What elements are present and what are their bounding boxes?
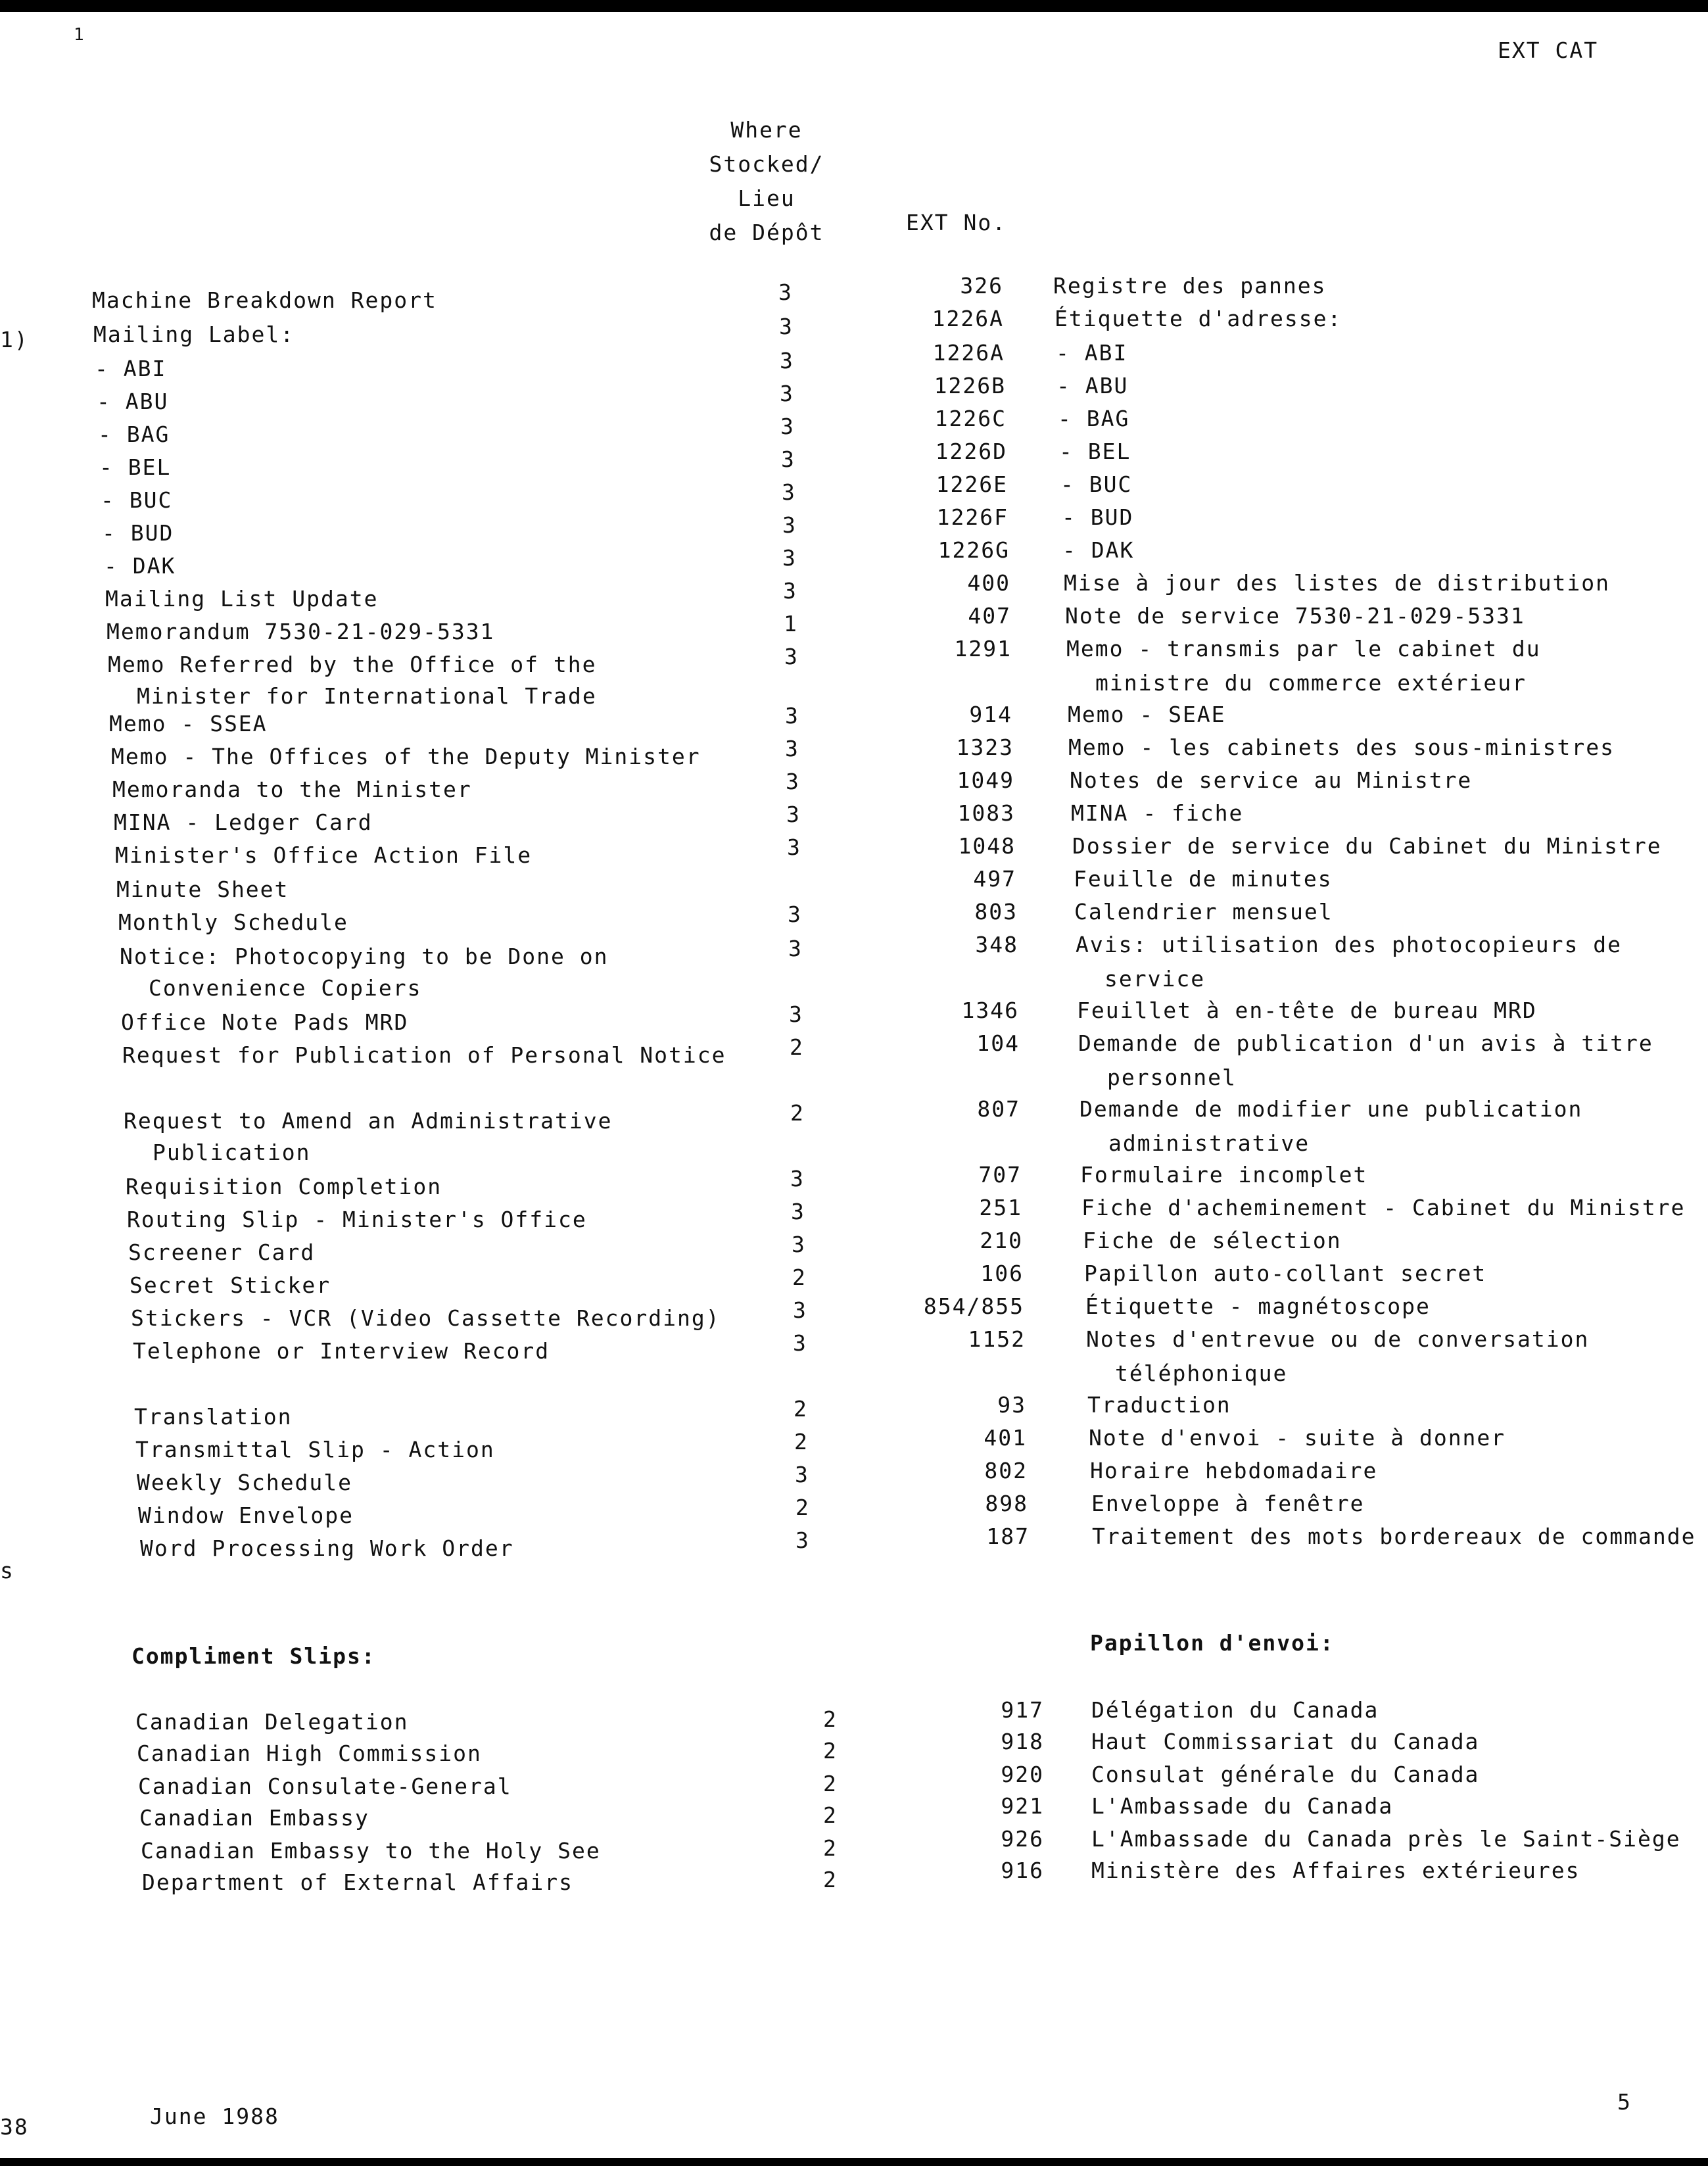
stock-location: 2 [823, 1802, 838, 1828]
form-title-fr: MINA - fiche [1071, 800, 1244, 826]
stock-location: 2 [792, 1264, 807, 1290]
form-title-fr-continued: ministre du commerce extérieur [1095, 670, 1527, 696]
stock-location: 2 [823, 1835, 838, 1861]
stock-location: 3 [779, 314, 794, 339]
form-title-en: Memo - SSEA [109, 711, 268, 736]
ext-number: 926 [1001, 1826, 1044, 1852]
ext-number: 1226B [934, 373, 1006, 398]
form-title-en-continued: Convenience Copiers [149, 975, 422, 1001]
stock-location: 2 [794, 1429, 809, 1455]
ext-number: 1226G [937, 537, 1010, 563]
stock-location: 3 [785, 703, 799, 729]
form-title-en: Secret Sticker [130, 1272, 331, 1298]
form-title-fr: Formulaire incomplet [1080, 1162, 1368, 1188]
stock-location: 2 [794, 1396, 808, 1422]
stock-location: 3 [792, 1232, 806, 1257]
ext-number: 803 [974, 899, 1018, 925]
form-title-en: - BUC [101, 487, 173, 513]
form-title-fr: - BUD [1062, 504, 1134, 530]
ext-number: 187 [986, 1524, 1030, 1549]
ext-number: 914 [969, 702, 1012, 727]
form-title-fr: Dossier de service du Cabinet du Ministre [1072, 833, 1662, 859]
stock-location: 2 [823, 1771, 838, 1796]
form-title-fr: Mise à jour des listes de distribution [1064, 570, 1610, 596]
stock-location: 3 [778, 279, 793, 305]
stock-location: 3 [783, 578, 797, 604]
form-title-en: - BAG [98, 421, 170, 447]
ext-number: 707 [978, 1162, 1022, 1188]
form-title-en: Requisition Completion [126, 1174, 442, 1199]
ext-number: 210 [980, 1228, 1023, 1253]
stock-location: 3 [786, 769, 800, 794]
column-header-ext-no: EXT No. [906, 210, 1007, 235]
form-title-fr: Étiquette - magnétoscope [1085, 1293, 1431, 1319]
stock-location: 3 [793, 1297, 807, 1323]
stock-location: 3 [786, 802, 801, 827]
slip-title-fr: Consulat générale du Canada [1091, 1762, 1480, 1787]
form-title-en: Screener Card [128, 1239, 316, 1265]
ext-number: 802 [984, 1458, 1028, 1483]
ext-number: 497 [973, 866, 1016, 892]
stock-location: 3 [791, 1199, 805, 1224]
ext-number: 93 [997, 1392, 1026, 1418]
form-title-en: Memorandum 7530-21-029-5331 [107, 619, 495, 644]
compliment-heading-fr: Papillon d'envoi: [1090, 1630, 1335, 1656]
corner-mark: 1 [74, 25, 85, 45]
slip-title-en: Canadian High Commission [137, 1741, 482, 1766]
ext-number: 401 [984, 1425, 1027, 1451]
stock-location: 2 [823, 1738, 838, 1764]
stock-location: 2 [790, 1100, 805, 1126]
stock-location: 3 [788, 936, 803, 961]
form-title-fr: Notes de service au Ministre [1070, 767, 1473, 793]
form-title-fr: Note d'envoi - suite à donner [1089, 1425, 1506, 1451]
form-title-en: Mailing List Update [105, 586, 379, 612]
stock-location: 3 [788, 902, 802, 927]
form-title-en: - DAK [104, 553, 176, 579]
form-title-fr: - ABU [1056, 373, 1129, 398]
stock-location: 3 [793, 1330, 807, 1356]
top-scan-border [0, 0, 1708, 12]
stock-location: 3 [787, 834, 801, 860]
stock-location: 3 [795, 1528, 810, 1553]
stock-location: 1 [784, 611, 798, 637]
ext-number: 1226A [932, 306, 1004, 331]
stock-location: 3 [782, 479, 796, 505]
form-title-en: Telephone or Interview Record [133, 1338, 550, 1364]
form-title-fr: Notes d'entrevue ou de conversation [1086, 1326, 1590, 1352]
stock-location: 3 [790, 1166, 805, 1191]
form-title-en: Weekly Schedule [137, 1470, 353, 1495]
ext-number: 1226C [934, 406, 1007, 431]
slip-title-fr: L'Ambassade du Canada [1091, 1793, 1394, 1819]
margin-mark-2: s [0, 1558, 14, 1583]
stock-location: 3 [780, 348, 794, 373]
ext-number: 104 [976, 1030, 1020, 1056]
form-title-fr: Note de service 7530-21-029-5331 [1065, 603, 1525, 629]
ext-number: 898 [985, 1491, 1028, 1516]
slip-title-en: Canadian Consulate-General [138, 1773, 512, 1799]
stock-location: 3 [780, 414, 795, 439]
ext-number: 1226E [936, 471, 1008, 497]
form-title-en: Memoranda to the Minister [112, 777, 472, 802]
form-title-fr: Papillon auto-collant secret [1084, 1261, 1487, 1286]
form-title-fr: Étiquette d'adresse: [1055, 306, 1342, 331]
form-title-fr: Demande de modifier une publication [1079, 1096, 1583, 1122]
stock-location: 3 [785, 736, 799, 761]
form-title-fr: Enveloppe à fenêtre [1091, 1491, 1365, 1516]
form-title-fr-continued: téléphonique [1115, 1360, 1288, 1386]
page-series-label: EXT CAT [1498, 37, 1599, 63]
ext-number: 916 [1001, 1858, 1044, 1883]
ext-number: 918 [1001, 1729, 1044, 1754]
margin-mark-1: 1) [0, 327, 29, 352]
ext-number: 1226D [935, 439, 1007, 464]
footer-date: June 1988 [150, 2104, 279, 2129]
stock-location: 3 [782, 545, 797, 571]
stock-location: 3 [784, 644, 799, 669]
form-title-fr: Memo - les cabinets des sous-ministres [1068, 734, 1615, 760]
ext-number: 106 [980, 1261, 1024, 1286]
ext-number: 251 [979, 1195, 1022, 1220]
ext-number: 1323 [956, 734, 1014, 760]
form-title-fr-continued: personnel [1107, 1065, 1237, 1090]
form-title-fr: Calendrier mensuel [1074, 899, 1333, 925]
form-title-en: Office Note Pads MRD [121, 1009, 409, 1035]
form-title-fr: Feuille de minutes [1074, 866, 1333, 892]
ext-number: 326 [960, 273, 1003, 299]
form-title-en: Notice: Photocopying to be Done on [120, 944, 609, 969]
form-title-fr: - DAK [1062, 537, 1135, 563]
form-title-en: - BEL [99, 454, 172, 480]
form-title-en: Memo Referred by the Office of the [108, 652, 597, 677]
form-title-en: Request to Amend an Administrative [124, 1108, 613, 1134]
page-number: 5 [1617, 2089, 1632, 2115]
form-title-fr: Horaire hebdomadaire [1090, 1458, 1378, 1483]
slip-title-en: Department of External Affairs [142, 1869, 574, 1895]
form-title-fr: Registre des pannes [1053, 273, 1327, 299]
ext-number: 348 [975, 932, 1018, 957]
form-title-en: MINA - Ledger Card [114, 809, 373, 835]
ext-number: 854/855 [923, 1293, 1024, 1319]
form-title-en: Mailing Label: [93, 322, 295, 347]
ext-number: 1083 [957, 800, 1015, 826]
ext-number: 1049 [957, 767, 1014, 793]
form-title-fr-continued: service [1104, 966, 1206, 992]
slip-title-fr: Délégation du Canada [1091, 1697, 1379, 1723]
margin-mark-3: 38 [0, 2114, 29, 2140]
ext-number: 407 [968, 603, 1011, 629]
form-title-en: Minister's Office Action File [115, 842, 533, 868]
form-title-fr: Fiche de sélection [1083, 1228, 1342, 1253]
slip-title-en: Canadian Embassy [139, 1805, 369, 1831]
ext-number: 920 [1001, 1762, 1044, 1787]
form-title-fr: Memo - SEAE [1068, 702, 1226, 727]
stock-location: 3 [789, 1001, 803, 1027]
slip-title-fr: L'Ambassade du Canada près le Saint-Siège [1091, 1826, 1681, 1852]
form-title-fr: Fiche d'acheminement - Cabinet du Ministre [1081, 1195, 1686, 1220]
form-title-en-continued: Publication [153, 1140, 311, 1165]
form-title-fr: Demande de publication d'un avis à titre [1078, 1030, 1653, 1056]
stock-location: 2 [823, 1706, 838, 1732]
stock-location: 3 [795, 1462, 809, 1487]
form-title-fr: Traduction [1087, 1392, 1231, 1418]
form-title-en: - ABI [95, 356, 167, 381]
form-title-en-continued: Minister for International Trade [137, 683, 597, 709]
ext-number: 1226F [936, 504, 1008, 530]
form-title-en: Transmittal Slip - Action [135, 1437, 495, 1462]
form-title-fr: Traitement des mots bordereaux de commande [1092, 1524, 1696, 1549]
form-title-fr: Memo - transmis par le cabinet du [1066, 636, 1541, 662]
form-title-fr: Avis: utilisation des photocopieurs de [1076, 932, 1622, 957]
form-title-en: Machine Breakdown Report [92, 287, 437, 313]
compliment-heading-en: Compliment Slips: [131, 1643, 376, 1669]
slip-title-en: Canadian Delegation [135, 1709, 409, 1735]
ext-number: 400 [967, 570, 1010, 596]
form-title-fr: - BUC [1060, 471, 1133, 497]
ext-number: 1226A [932, 340, 1005, 366]
form-title-en: Window Envelope [138, 1503, 354, 1528]
stock-location: 3 [781, 446, 795, 472]
form-title-fr: Feuillet à en-tête de bureau MRD [1077, 998, 1537, 1023]
ext-number: 1152 [968, 1326, 1026, 1352]
form-title-en: Translation [134, 1404, 293, 1430]
form-title-fr-continued: administrative [1108, 1130, 1310, 1156]
ext-number: 921 [1001, 1793, 1044, 1819]
slip-title-fr: Haut Commissariat du Canada [1091, 1729, 1480, 1754]
form-title-en: - BUD [102, 520, 174, 546]
form-title-en: Minute Sheet [116, 877, 289, 902]
slip-title-fr: Ministère des Affaires extérieures [1091, 1858, 1580, 1883]
form-title-en: Word Processing Work Order [140, 1535, 514, 1561]
form-title-fr: - BAG [1058, 406, 1130, 431]
ext-number: 807 [977, 1096, 1020, 1122]
stock-location: 2 [795, 1495, 810, 1520]
form-title-en: Stickers - VCR (Video Cassette Recording) [131, 1305, 721, 1331]
ext-number: 917 [1001, 1697, 1044, 1723]
ext-number: 1048 [958, 833, 1016, 859]
form-title-en: Monthly Schedule [118, 909, 348, 935]
form-title-fr: - ABI [1056, 340, 1128, 366]
form-title-en: Request for Publication of Personal Notice [122, 1042, 726, 1068]
ext-number: 1346 [961, 998, 1019, 1023]
stock-location: 2 [790, 1034, 804, 1060]
form-title-en: Routing Slip - Minister's Office [127, 1207, 587, 1232]
bottom-scan-border [0, 2158, 1708, 2166]
column-header-stocked: Where Stocked/ Lieu de Dépôt [709, 117, 824, 245]
stock-location: 3 [782, 512, 797, 538]
slip-title-en: Canadian Embassy to the Holy See [141, 1838, 601, 1864]
form-title-fr: - BEL [1059, 439, 1131, 464]
form-title-en: - ABU [97, 389, 169, 414]
form-title-en: Memo - The Offices of the Deputy Minister [111, 744, 701, 769]
stock-location: 3 [780, 381, 794, 406]
stock-location: 2 [823, 1867, 838, 1892]
ext-number: 1291 [954, 636, 1012, 662]
